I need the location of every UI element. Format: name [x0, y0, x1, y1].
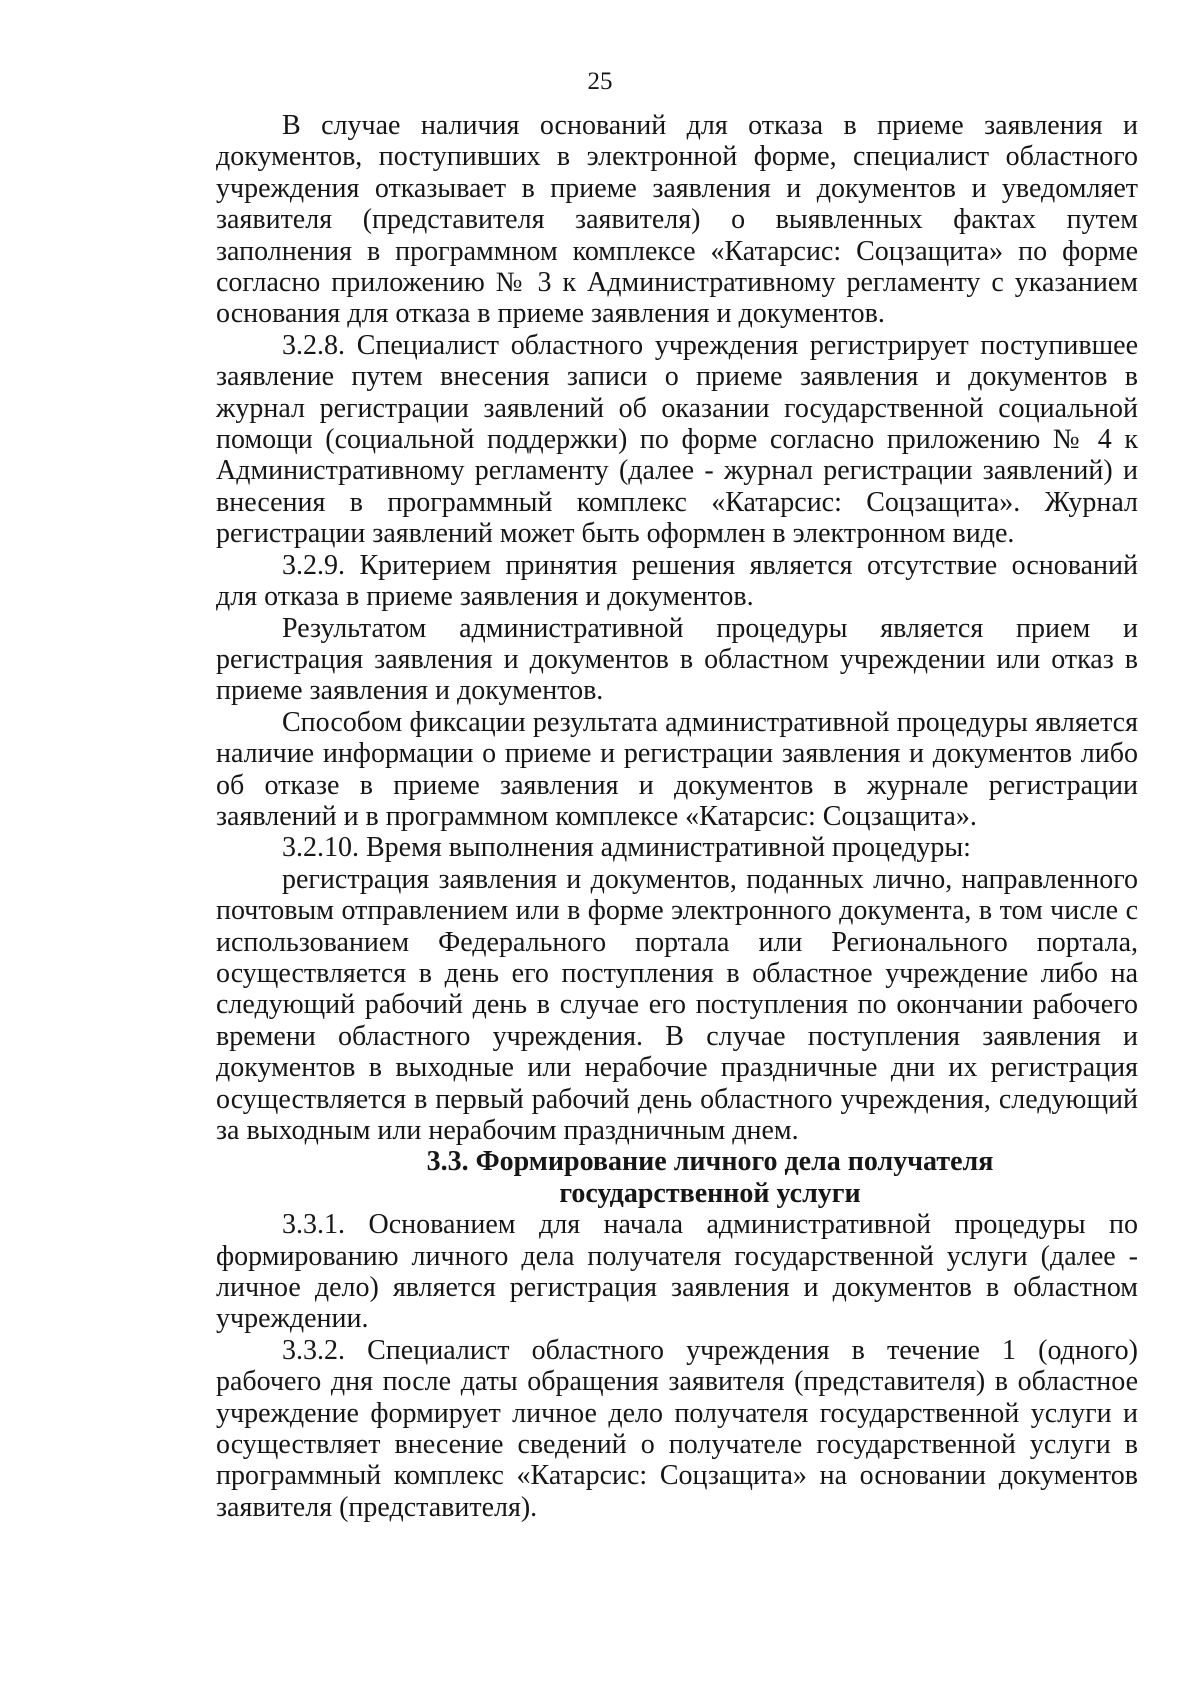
paragraph-fixation: Способом фиксации результата административной процедуры является наличие информации о приеме и регистрации заявления и документов либо об отказе в приеме заявления и документов в журнале регистрации заявлений и в программном комплексе «Катарсис: Соцзащита».: [216, 706, 1138, 832]
section-heading-line-2: государственной услуги: [559, 1177, 861, 1209]
section-heading: [216, 1146, 1138, 1209]
document-body: [216, 110, 1138, 1523]
paragraph-refusal-electronic: В случае наличия оснований для отказа в приеме заявления и документов, поступивших в электронной форме, специалист областного учреждения отказывает в приеме заявления и документов и уведомляет заявителя (представителя заявителя) о выявленных фактах путем заполнения в программном комплексе «Катарсис: Соцзащита» по форме согласно приложению № 3 к Административному регламенту с указанием основания для отказа в приеме заявления и документов.: [216, 110, 1138, 330]
paragraph-3-2-8: 3.2.8. Специалист областного учреждения регистрирует поступившее заявление путем внесения записи о приеме заявления и документов в журнал регистрации заявлений об оказании государственной социальной помощи (социальной поддержки) по форме согласно приложению № 4 к Административному регламенту (далее - журнал регистрации заявлений) и внесения в программный комплекс «Катарсис: Соцзащита». Журнал регистрации заявлений может быть оформлен в электронном виде.: [216, 329, 1138, 550]
paragraph-registration-time: регистрация заявления и документов, поданных лично, направленного почтовым отправлением или в форме электронного документа, в том числе с использованием Федерального портала или Регионального портала, осуществляется в день его поступления в областное учреждение либо на следующий рабочий день в случае его поступления по окончании рабочего времени областного учреждения. В случае поступления заявления и документов в выходные или нерабочие праздничные дни их регистрация осуществляется в первый рабочий день областного учреждения, следующий за выходным или нерабочим праздничным днем.: [216, 863, 1138, 1146]
page-number: 25: [587, 68, 613, 95]
paragraph-3-3-1: 3.3.1. Основанием для начала административной процедуры по формированию личного дела получателя государственной услуги (далее - личное дело) является регистрация заявления и документов в областном учреждении.: [216, 1209, 1138, 1335]
paragraph-3-2-10: 3.2.10. Время выполнения административной процедуры:: [282, 832, 971, 864]
paragraph-3-3-2: 3.3.2. Специалист областного учреждения в течение 1 (одного) рабочего дня после даты обращения заявителя (представителя) в областное учреждение формирует личное дело получателя государственной услуги и осуществляет внесение сведений о получателе государственной услуги в программный комплекс «Катарсис: Соцзащита» на основании документов заявителя (представителя).: [216, 1334, 1138, 1523]
section-heading-line-1: 3.3. Формирование личного дела получателя: [426, 1146, 994, 1178]
paragraph-result: Результатом административной процедуры является прием и регистрация заявления и документов в областном учреждении или отказ в приеме заявления и документов.: [216, 612, 1138, 707]
paragraph-3-2-9: 3.2.9. Критерием принятия решения является отсутствие оснований для отказа в приеме заявления и документов.: [216, 549, 1138, 613]
